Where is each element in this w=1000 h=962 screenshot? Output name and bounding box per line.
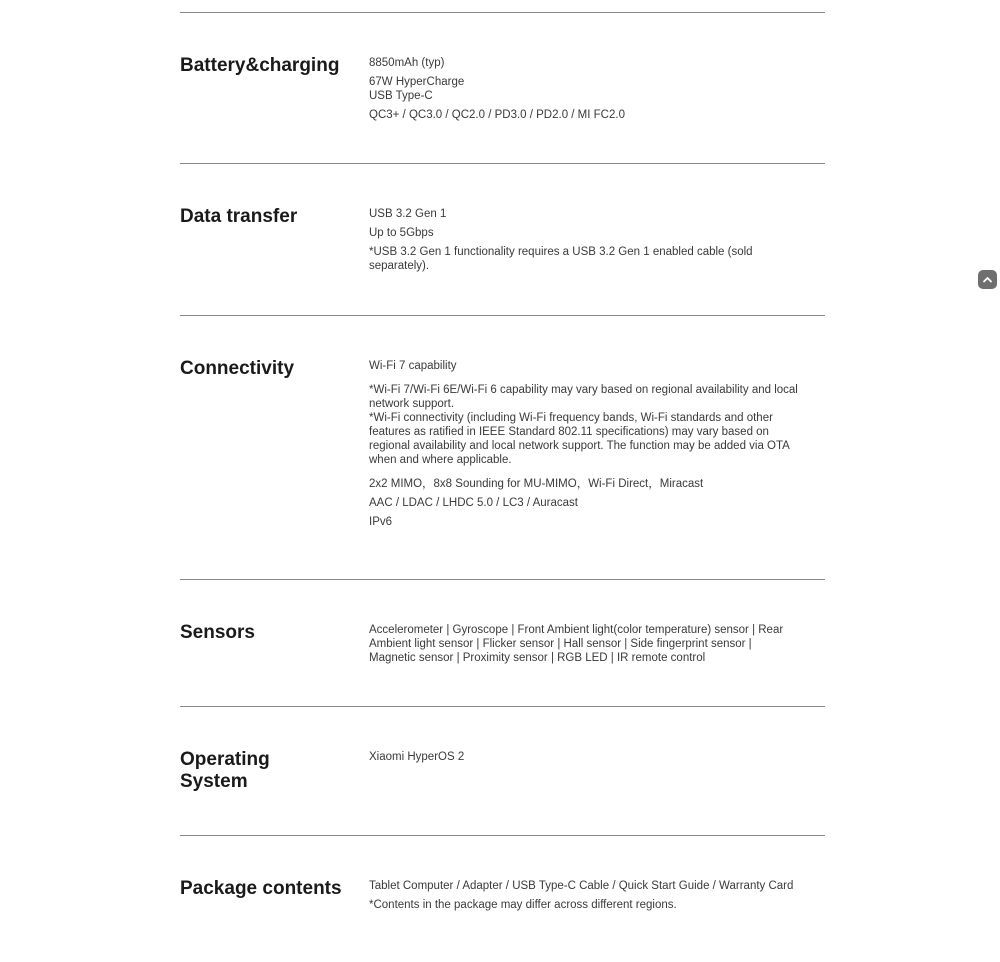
- section-title: Package contents: [180, 878, 342, 899]
- section-title: Sensors: [180, 622, 255, 643]
- spec-note: *Wi-Fi 7/Wi-Fi 6E/Wi-Fi 6 capability may vary based on regional availability and local network support. *Wi-Fi connectivity (including Wi-Fi frequency bands, Wi-Fi standards and other features as ratified in IEEE Standard 802.11 specifications) may vary based on regional availability and local network support. The function may be added via OTA when and where applicable.: [369, 384, 798, 466]
- section-body: [369, 359, 799, 534]
- section-body: [369, 750, 799, 769]
- spec-line: QC3+ / QC3.0 / QC2.0 / PD3.0 / PD2.0 / MI FC2.0: [369, 109, 625, 121]
- spec-note: *Contents in the package may differ across different regions.: [369, 899, 677, 911]
- section-title: Data transfer: [180, 206, 298, 227]
- spec-line: Wi-Fi 7 capability: [369, 360, 457, 372]
- spec-note: *USB 3.2 Gen 1 functionality requires a USB 3.2 Gen 1 enabled cable (sold separately).: [369, 246, 753, 272]
- spec-line: AAC / LDAC / LHDC 5.0 / LC3 / Auracast: [369, 497, 578, 509]
- section-body: [369, 207, 799, 273]
- chevron-up-icon: [982, 274, 993, 285]
- section-body: [369, 879, 799, 912]
- section-title: Connectivity: [180, 358, 295, 379]
- spec-line: 8850mAh (typ): [369, 57, 445, 69]
- spec-line: Tablet Computer / Adapter / USB Type-C Cable / Quick Start Guide / Warranty Card: [369, 880, 794, 892]
- spec-line: Accelerometer | Gyroscope | Front Ambient light(color temperature) sensor | Rear Ambient light sensor | Flicker sensor | Hall sensor | Side fingerprint sensor | Magnetic sensor | Proximity sensor | RGB LED | IR remote control: [369, 624, 784, 664]
- spec-section-sensors: [180, 579, 825, 706]
- section-title: Battery&charging: [180, 55, 340, 76]
- section-title: Operating System: [180, 749, 270, 792]
- spec-section-data-transfer: [180, 163, 825, 315]
- spec-line: Xiaomi HyperOS 2: [369, 751, 465, 763]
- specs-list: [180, 12, 825, 961]
- section-body: [369, 56, 799, 127]
- spec-section-os: [180, 706, 825, 835]
- section-body: [369, 623, 799, 665]
- spec-line: 2x2 MIMO，8x8 Sounding for MU-MIMO，Wi-Fi Direct，Miracast: [369, 478, 704, 490]
- spec-section-package: [180, 835, 825, 961]
- spec-section-battery: [180, 12, 825, 163]
- spec-line: USB 3.2 Gen 1: [369, 208, 447, 220]
- spec-section-connectivity: [180, 315, 825, 579]
- spec-line: IPv6: [369, 516, 393, 528]
- spec-line: Up to 5Gbps: [369, 227, 434, 239]
- spec-line: 67W HyperCharge USB Type-C: [369, 76, 465, 102]
- back-to-top-button[interactable]: [978, 270, 997, 289]
